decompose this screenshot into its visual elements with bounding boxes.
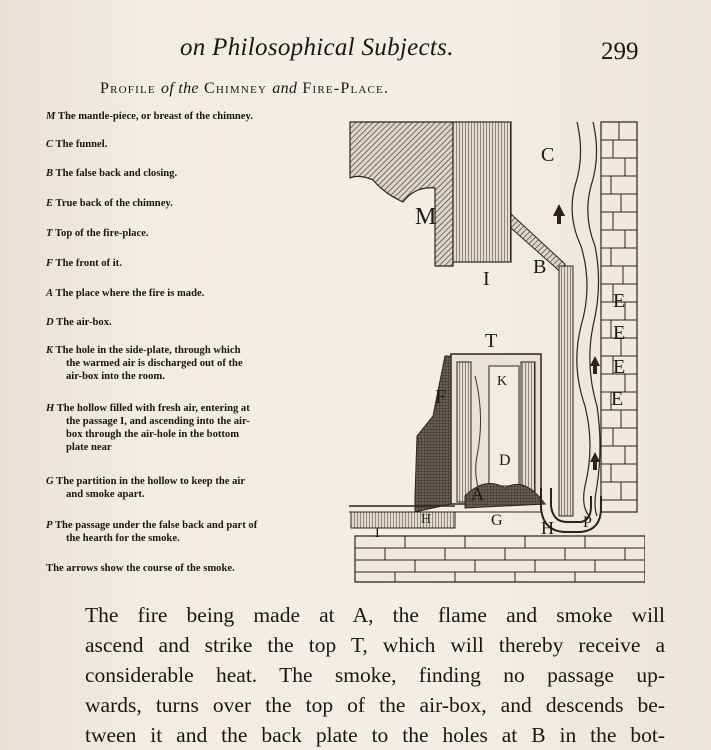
legend-key: A bbox=[46, 288, 54, 299]
body-line: wards, turns over the top of the air-box, and descends be- bbox=[85, 693, 665, 717]
legend-key: G bbox=[46, 476, 54, 487]
figure-label-e: E bbox=[613, 356, 626, 378]
legend-text: The arrows show the course of the smoke. bbox=[46, 563, 235, 574]
legend-item bbox=[46, 519, 346, 545]
legend-text: The partition in the hollow to keep the air bbox=[56, 476, 246, 487]
legend-text: True back of the chimney. bbox=[55, 198, 173, 209]
figure-label-e: E bbox=[613, 322, 626, 344]
figure-label-i: I bbox=[483, 268, 490, 290]
figure-title-part: of the bbox=[161, 80, 199, 97]
page-number: 299 bbox=[601, 38, 639, 65]
fire-place-front bbox=[415, 356, 451, 512]
legend-text: The hole in the side-plate, through which bbox=[55, 345, 241, 356]
figure-label-i-hearth: I bbox=[375, 526, 380, 541]
figure-title bbox=[100, 80, 610, 98]
chimney-diagram bbox=[345, 116, 645, 594]
legend-text: The passage under the false back and part of bbox=[54, 520, 258, 531]
body-line: tween it and the back plate to the holes at B in the bot- bbox=[85, 723, 665, 747]
figure-label-p: P bbox=[583, 514, 592, 531]
running-title: on Philosophical Subjects. bbox=[180, 34, 454, 61]
figure-label-e: E bbox=[611, 388, 624, 410]
legend-key: C bbox=[46, 139, 54, 150]
legend-text: Top of the fire-place. bbox=[54, 228, 149, 239]
legend-item bbox=[46, 344, 346, 383]
legend-item bbox=[46, 402, 346, 454]
body-line: The fire being made at A, the flame and smoke will bbox=[85, 603, 665, 627]
legend-item bbox=[46, 316, 346, 329]
body-line: ascend and strike the top T, which will thereby receive a bbox=[85, 633, 665, 657]
figure-title-part: Chimney bbox=[204, 80, 268, 97]
figure-label-h-left: H bbox=[421, 512, 432, 527]
legend-text: The air-box. bbox=[56, 317, 112, 328]
legend-text-continued: the warmed air is discharged out of the bbox=[66, 358, 243, 369]
legend-text-continued: the passage I, and ascending into the air- bbox=[66, 416, 250, 427]
air-box bbox=[451, 354, 541, 504]
legend-text: The mantle-piece, or breast of the chimney. bbox=[57, 111, 253, 122]
figure-title-part: and bbox=[272, 80, 298, 97]
legend-text-continued: box through the air-hole in the bottom bbox=[66, 429, 240, 440]
legend-item bbox=[46, 562, 346, 575]
legend-item bbox=[46, 227, 346, 240]
legend-item bbox=[46, 110, 346, 123]
mantle-piece bbox=[350, 122, 511, 266]
legend-key: T bbox=[46, 228, 53, 239]
chimney-back-wall bbox=[601, 122, 637, 512]
figure-label-t: T bbox=[485, 330, 498, 352]
figure-label-e: E bbox=[613, 290, 626, 312]
body-line: considerable heat. The smoke, finding no passage up- bbox=[85, 663, 665, 687]
legend-key: B bbox=[46, 168, 54, 179]
figure-label-f: F bbox=[435, 386, 447, 408]
body-paragraph bbox=[85, 600, 665, 750]
figure-title-part: Profile bbox=[100, 80, 156, 97]
legend-text: The place where the fire is made. bbox=[55, 288, 205, 299]
figure-label-a: A bbox=[471, 484, 484, 504]
legend-key: H bbox=[46, 403, 55, 414]
legend-item bbox=[46, 138, 346, 151]
figure-label-d: D bbox=[499, 452, 511, 469]
legend-text-continued: and smoke apart. bbox=[66, 489, 145, 500]
legend-item bbox=[46, 475, 346, 501]
legend-key: E bbox=[46, 198, 54, 209]
legend-text: The hollow filled with fresh air, entering at bbox=[56, 403, 250, 414]
legend-key: K bbox=[46, 345, 54, 356]
legend-text: The funnel. bbox=[55, 139, 108, 150]
legend-key: D bbox=[46, 317, 54, 328]
legend-item bbox=[46, 257, 346, 270]
legend-text-continued: the hearth for the smoke. bbox=[66, 533, 180, 544]
legend-item bbox=[46, 167, 346, 180]
legend-item bbox=[46, 197, 346, 210]
legend-key: F bbox=[46, 258, 54, 269]
figure-label-g: G bbox=[491, 512, 503, 529]
figure-label-k: K bbox=[497, 374, 508, 389]
legend-item bbox=[46, 287, 346, 300]
legend-text-continued: air-box into the room. bbox=[66, 371, 165, 382]
figure-title-part: Fire-Place. bbox=[302, 80, 390, 97]
legend-key: P bbox=[46, 520, 53, 531]
figure-label-m: M bbox=[415, 204, 437, 230]
figure-label-h-right: H bbox=[541, 518, 554, 538]
figure-label-b: B bbox=[533, 256, 547, 278]
figure-label-c: C bbox=[541, 144, 555, 166]
page-header bbox=[0, 30, 711, 70]
legend-text-continued: plate near bbox=[66, 442, 112, 453]
legend-text: The false back and closing. bbox=[55, 168, 178, 179]
legend-key: M bbox=[46, 111, 56, 122]
legend-text: The front of it. bbox=[55, 258, 122, 269]
